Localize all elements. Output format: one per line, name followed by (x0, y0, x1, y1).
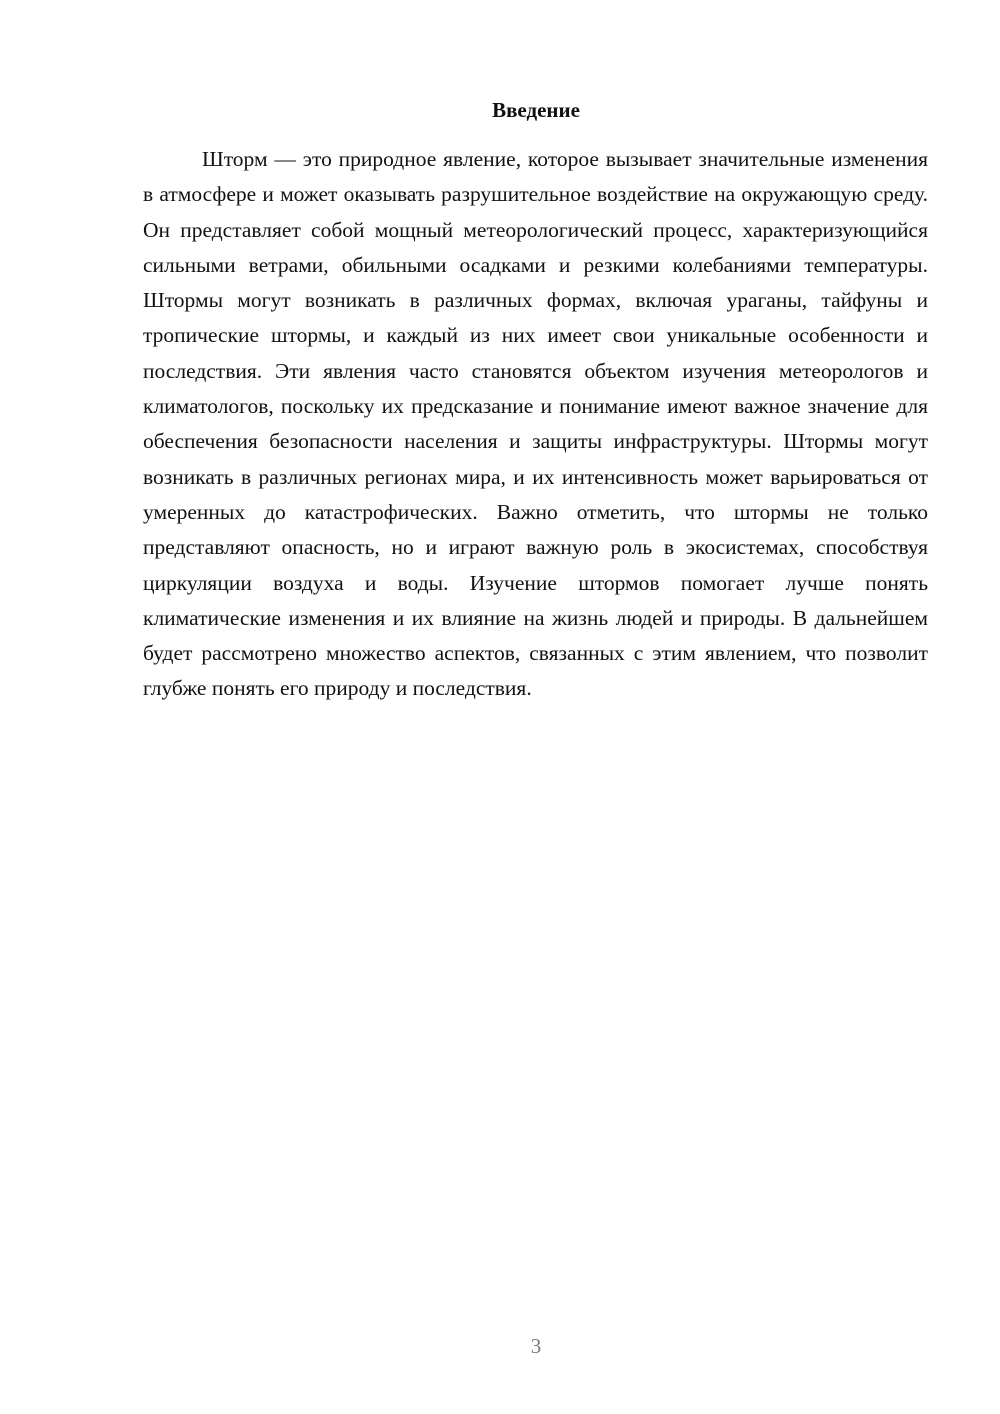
page-number: 3 (530, 1334, 542, 1358)
section-heading: Введение (492, 98, 580, 122)
body-paragraph: Шторм — это природное явление, которое вызывает значительные изменения в атмосфере и может оказывать разрушительное воздействие на окружающую среду. Он представляет собой мощный метеорологический процесс, характеризующийся сильными ветрами, обильными осадками и резкими колебаниями температуры. Штормы могут возникать в различных формах, включая ураганы, тайфуны и тропические штормы, и каждый из них имеет свои уникальные особенности и последствия. Эти явления часто становятся объектом изучения метеорологов и климатологов, поскольку их предсказание и понимание имеют важное значение для обеспечения безопасности населения и защиты инфраструктуры. Штормы могут возникать в различных регионах мира, и их интенсивность может варьироваться от умеренных до катастрофических. Важно отметить, что штормы не только представляют опасность, но и играют важную роль в экосистемах, способствуя циркуляции воздуха и воды. Изучение штормов помогает лучше понять климатические изменения и их влияние на жизнь людей и природы. В дальнейшем будет рассмотрено множество аспектов, связанных с этим явлением, что позволит глубже понять его природу и последствия. (143, 147, 928, 701)
